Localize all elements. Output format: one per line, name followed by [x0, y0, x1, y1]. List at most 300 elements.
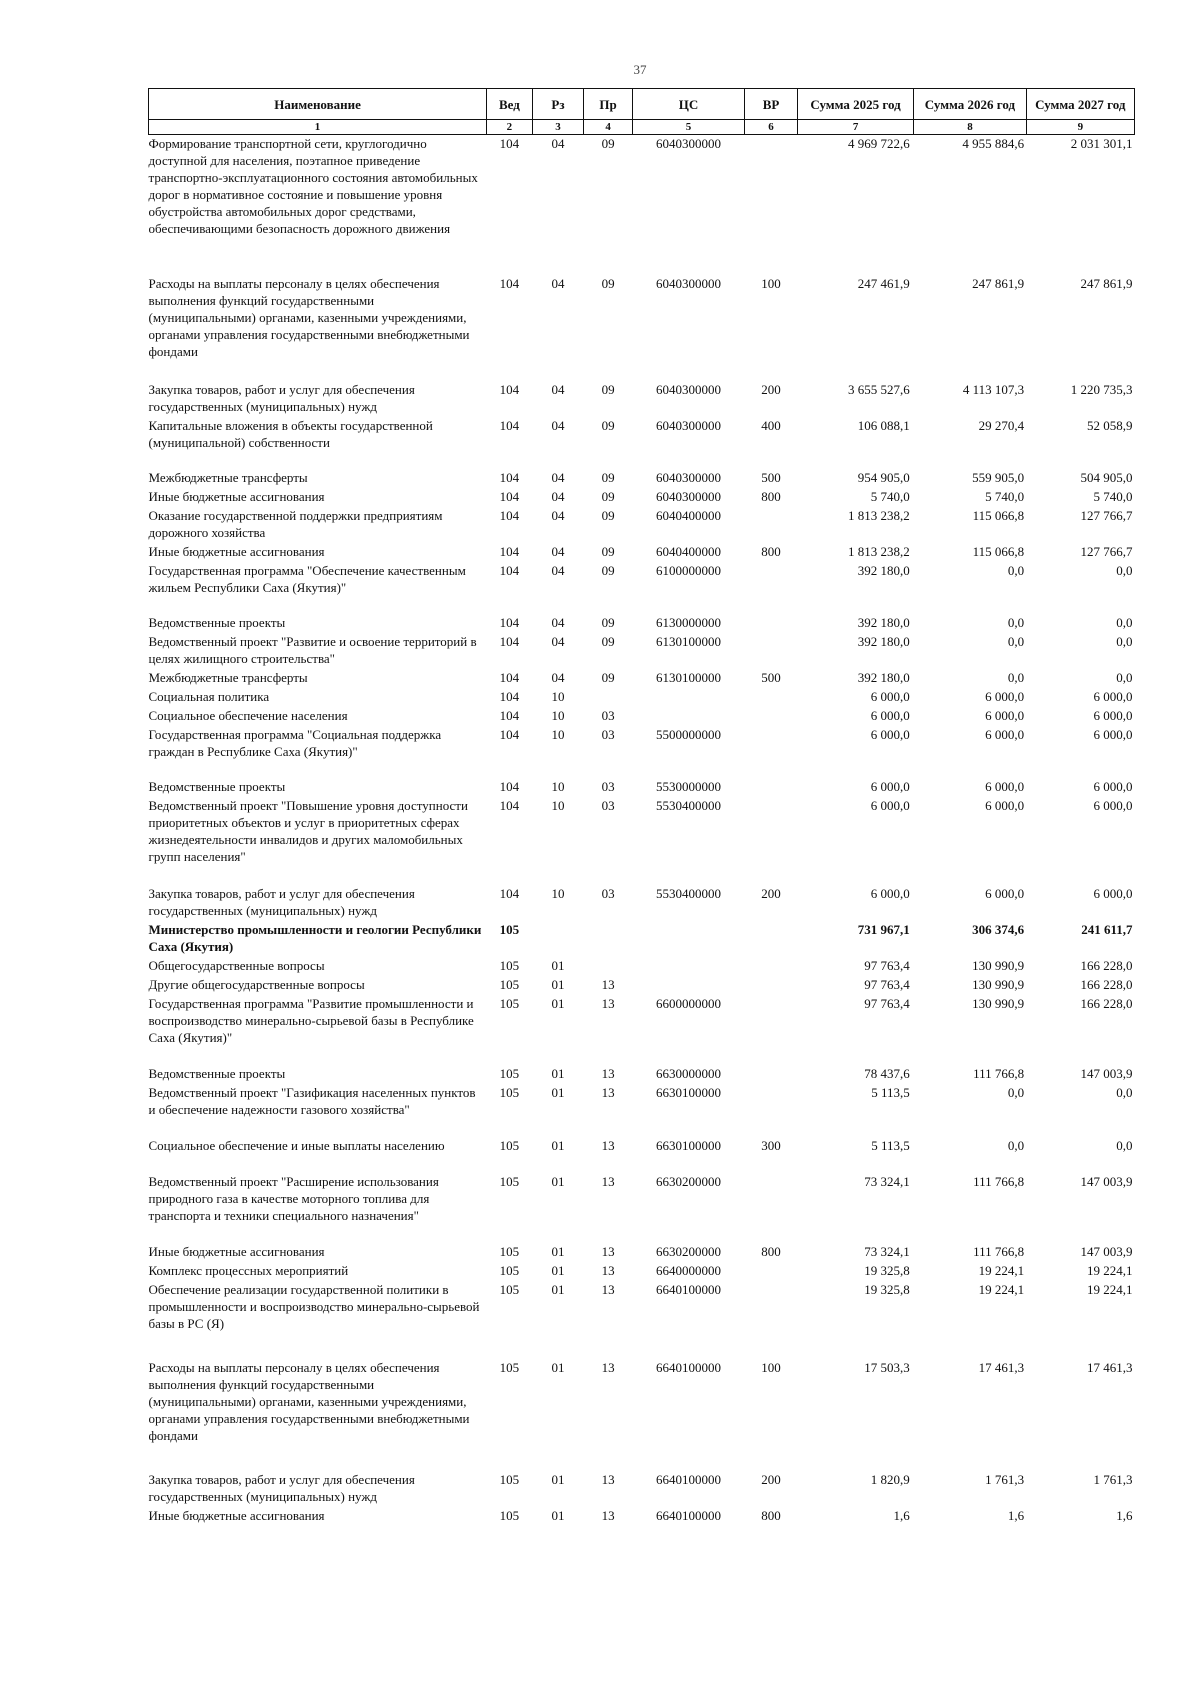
row-pr: 09 [601, 633, 615, 649]
row-sum-2025: 106 088,1 [857, 417, 910, 433]
table-row [149, 562, 1135, 614]
row-pr: 03 [601, 726, 615, 742]
row-vr: 500 [761, 669, 781, 685]
column-number: 2 [487, 120, 533, 135]
row-name: Ведомственный проект "Развитие и освоение территорий в целях жилищного строительства" [148, 633, 477, 666]
row-vr: 500 [761, 469, 781, 485]
row-vr [745, 1065, 798, 1084]
row-pr: 13 [601, 976, 615, 992]
row-pr: 09 [601, 275, 615, 291]
row-ved: 104 [499, 726, 520, 742]
row-ved: 105 [499, 957, 520, 973]
row-sum-2026: 6 000,0 [985, 726, 1025, 742]
row-rz: 04 [551, 417, 565, 433]
row-vr [745, 921, 798, 957]
row-rz: 01 [551, 1137, 565, 1153]
column-number: 9 [1026, 120, 1134, 135]
row-cs: 6040300000 [656, 275, 722, 291]
row-sum-2025: 73 324,1 [864, 1243, 910, 1259]
row-vr [745, 562, 798, 614]
row-rz: 10 [551, 707, 565, 723]
row-pr: 13 [601, 1471, 615, 1487]
row-sum-2026: 19 224,1 [978, 1281, 1025, 1297]
row-rz: 01 [551, 1507, 565, 1523]
row-name: Иные бюджетные ассигнования [148, 1243, 325, 1259]
row-vr: 200 [761, 381, 781, 397]
row-pr: 09 [601, 543, 615, 559]
row-name: Социальная политика [148, 688, 270, 704]
row-name: Министерство промышленности и геологии Республики Саха (Якутия) [148, 921, 482, 954]
row-name: Другие общегосударственные вопросы [148, 976, 365, 992]
row-sum-2025: 6 000,0 [870, 688, 910, 704]
row-cs: 6130100000 [656, 669, 722, 685]
row-sum-2025: 5 113,5 [871, 1084, 910, 1100]
row-sum-2027: 166 228,0 [1080, 957, 1133, 973]
row-cs: 5500000000 [656, 726, 722, 742]
row-sum-2026: 0,0 [1007, 633, 1025, 649]
row-sum-2025: 6 000,0 [870, 797, 910, 813]
table-row [149, 1243, 1135, 1262]
row-rz: 01 [551, 995, 565, 1011]
row-sum-2027: 0,0 [1116, 614, 1133, 630]
row-ved: 104 [499, 669, 520, 685]
table-row [149, 707, 1135, 726]
row-cs: 6640100000 [656, 1471, 722, 1487]
row-vr: 800 [761, 1507, 781, 1523]
row-ved: 104 [499, 562, 520, 578]
row-sum-2026: 130 990,9 [972, 957, 1025, 973]
row-vr: 200 [761, 1471, 781, 1487]
row-ved: 104 [499, 136, 520, 151]
header-sum-2025: Сумма 2025 год [797, 89, 913, 120]
row-pr: 09 [601, 614, 615, 630]
row-sum-2027: 0,0 [1116, 1137, 1133, 1153]
row-name: Социальное обеспечение населения [148, 707, 348, 723]
header-rz: Рз [532, 89, 584, 120]
row-rz: 04 [551, 469, 565, 485]
row-vr [745, 135, 798, 275]
row-vr [745, 976, 798, 995]
row-sum-2025: 1,6 [893, 1507, 910, 1523]
row-sum-2027: 0,0 [1116, 633, 1133, 649]
row-ved: 104 [499, 797, 520, 813]
row-ved: 104 [499, 778, 520, 794]
row-sum-2027: 17 461,3 [1087, 1359, 1133, 1375]
row-cs [632, 921, 744, 957]
row-rz: 01 [551, 1173, 565, 1189]
row-sum-2026: 1,6 [1007, 1507, 1025, 1523]
table-row [149, 543, 1135, 562]
row-rz: 01 [551, 1262, 565, 1278]
row-name: Межбюджетные трансферты [148, 669, 308, 685]
row-pr: 13 [601, 1262, 615, 1278]
row-vr [745, 797, 798, 885]
row-vr: 100 [761, 1359, 781, 1375]
row-sum-2026: 0,0 [1007, 562, 1025, 578]
row-cs [632, 707, 744, 726]
row-cs: 6630200000 [656, 1243, 722, 1259]
row-sum-2025: 3 655 527,6 [848, 381, 910, 397]
row-cs: 5530000000 [656, 778, 722, 794]
row-sum-2027: 1,6 [1116, 1507, 1133, 1523]
row-sum-2026: 4 955 884,6 [962, 136, 1025, 151]
row-sum-2025: 19 325,8 [864, 1262, 910, 1278]
row-name: Социальное обеспечение и иные выплаты населению [148, 1137, 445, 1153]
row-cs: 5530400000 [656, 885, 722, 901]
row-sum-2025: 6 000,0 [870, 707, 910, 723]
row-ved: 104 [499, 688, 520, 704]
row-vr: 400 [761, 417, 781, 433]
row-sum-2025: 1 813 238,2 [848, 543, 910, 559]
row-vr [745, 688, 798, 707]
row-rz: 01 [551, 1471, 565, 1487]
row-name: Ведомственные проекты [148, 778, 286, 794]
column-number-row [149, 120, 1135, 135]
table-row [149, 275, 1135, 381]
row-sum-2025: 247 461,9 [857, 275, 910, 291]
row-rz: 04 [551, 633, 565, 649]
row-ved: 105 [499, 921, 520, 937]
row-vr [745, 1173, 798, 1243]
row-rz: 04 [551, 562, 565, 578]
table-row [149, 507, 1135, 543]
row-sum-2025: 5 740,0 [870, 488, 910, 504]
row-name: Закупка товаров, работ и услуг для обеспечения государственных (муниципальных) нужд [148, 1471, 415, 1504]
row-sum-2027: 1 761,3 [1093, 1471, 1133, 1487]
row-name: Иные бюджетные ассигнования [148, 488, 325, 504]
column-number: 3 [532, 120, 584, 135]
row-sum-2026: 0,0 [1007, 669, 1025, 685]
column-number: 6 [745, 120, 798, 135]
row-rz: 04 [551, 275, 565, 291]
table-row [149, 669, 1135, 688]
row-rz: 10 [551, 797, 565, 813]
row-pr: 13 [601, 1281, 615, 1297]
table-row [149, 381, 1135, 417]
table-row [149, 633, 1135, 669]
row-sum-2027: 19 224,1 [1087, 1281, 1133, 1297]
row-pr: 13 [601, 1359, 615, 1375]
row-sum-2026: 6 000,0 [985, 885, 1025, 901]
table-row [149, 1173, 1135, 1243]
row-sum-2027: 6 000,0 [1093, 885, 1133, 901]
row-rz: 04 [551, 136, 565, 151]
row-pr: 09 [601, 507, 615, 523]
row-cs: 6640000000 [656, 1262, 722, 1278]
row-vr [745, 707, 798, 726]
row-vr [745, 957, 798, 976]
row-vr [745, 1281, 798, 1359]
row-rz: 04 [551, 507, 565, 523]
row-sum-2027: 241 611,7 [1081, 921, 1133, 937]
row-cs: 6640100000 [656, 1359, 722, 1375]
header-vr: ВР [745, 89, 798, 120]
column-number: 4 [584, 120, 633, 135]
row-name: Ведомственный проект "Повышение уровня доступности приоритетных объектов и услуг в приоритетных сферах жизнедеятельности инвалидов и других маломобильных групп населения" [148, 797, 468, 864]
row-cs: 6040400000 [656, 543, 722, 559]
table-row [149, 614, 1135, 633]
row-sum-2027: 147 003,9 [1080, 1243, 1133, 1259]
row-vr [745, 614, 798, 633]
row-sum-2025: 392 180,0 [857, 562, 910, 578]
row-vr [745, 995, 798, 1065]
row-rz: 01 [551, 976, 565, 992]
row-vr: 200 [761, 885, 781, 901]
row-pr [584, 957, 633, 976]
row-pr: 03 [601, 885, 615, 901]
row-cs [632, 976, 744, 995]
row-sum-2027: 6 000,0 [1093, 726, 1133, 742]
row-name: Межбюджетные трансферты [148, 469, 308, 485]
table-row [149, 417, 1135, 469]
row-ved: 104 [499, 275, 520, 291]
row-rz: 04 [551, 543, 565, 559]
row-ved: 105 [499, 1137, 520, 1153]
row-sum-2027: 0,0 [1116, 562, 1133, 578]
row-pr: 09 [601, 469, 615, 485]
row-rz: 01 [551, 1243, 565, 1259]
row-name: Оказание государственной поддержки предприятиям дорожного хозяйства [148, 507, 443, 540]
row-ved: 104 [499, 633, 520, 649]
table-row [149, 1507, 1135, 1526]
row-sum-2027: 0,0 [1116, 669, 1133, 685]
row-sum-2025: 17 503,3 [864, 1359, 910, 1375]
budget-table [148, 88, 1135, 1526]
row-pr: 09 [601, 669, 615, 685]
row-sum-2027: 2 031 301,1 [1070, 136, 1133, 151]
table-row [149, 976, 1135, 995]
row-sum-2026: 6 000,0 [985, 688, 1025, 704]
row-pr: 13 [601, 1507, 615, 1523]
row-cs: 6630100000 [656, 1137, 722, 1153]
row-ved: 104 [499, 543, 520, 559]
row-name: Обеспечение реализации государственной политики в промышленности и воспроизводство минерально-сырьевой базы в РС (Я) [148, 1281, 480, 1331]
row-ved: 104 [499, 707, 520, 723]
row-sum-2026: 559 905,0 [972, 469, 1025, 485]
row-ved: 105 [499, 995, 520, 1011]
table-row [149, 488, 1135, 507]
row-sum-2025: 731 967,1 [857, 921, 910, 937]
row-sum-2027: 5 740,0 [1093, 488, 1133, 504]
table-row [149, 1262, 1135, 1281]
row-sum-2027: 147 003,9 [1080, 1173, 1133, 1189]
table-body [149, 135, 1135, 1526]
row-cs: 6040300000 [656, 417, 722, 433]
row-cs: 6040300000 [656, 488, 722, 504]
row-sum-2027: 6 000,0 [1093, 688, 1133, 704]
row-name: Ведомственный проект "Расширение использования природного газа в качестве моторного топлива для транспорта и техники специального назначения" [148, 1173, 439, 1223]
row-rz: 04 [551, 488, 565, 504]
row-sum-2025: 392 180,0 [857, 614, 910, 630]
row-cs: 5530400000 [656, 797, 722, 813]
row-sum-2026: 6 000,0 [985, 797, 1025, 813]
row-sum-2026: 0,0 [1007, 614, 1025, 630]
page-number: 37 [633, 62, 647, 77]
table-row [149, 1084, 1135, 1137]
row-rz: 04 [551, 381, 565, 397]
row-ved: 104 [499, 507, 520, 523]
row-vr: 300 [761, 1137, 781, 1153]
row-pr: 09 [601, 381, 615, 397]
row-rz: 01 [551, 1084, 565, 1100]
row-sum-2027: 127 766,7 [1080, 507, 1133, 523]
row-sum-2025: 1 820,9 [870, 1471, 910, 1487]
row-vr [745, 1262, 798, 1281]
row-name: Ведомственный проект "Газификация населенных пунктов и обеспечение надежности газового хозяйства" [148, 1084, 476, 1117]
row-sum-2026: 6 000,0 [985, 707, 1025, 723]
row-cs [632, 688, 744, 707]
row-sum-2027: 504 905,0 [1080, 469, 1133, 485]
row-ved: 104 [499, 381, 520, 397]
row-pr: 13 [601, 1065, 615, 1081]
header-ved: Вед [487, 89, 533, 120]
row-name: Ведомственные проекты [148, 1065, 286, 1081]
row-sum-2026: 1 761,3 [985, 1471, 1025, 1487]
row-name: Общегосударственные вопросы [148, 957, 325, 973]
row-rz: 04 [551, 669, 565, 685]
row-ved: 105 [499, 1243, 520, 1259]
row-rz: 10 [551, 726, 565, 742]
row-pr: 13 [601, 1243, 615, 1259]
row-sum-2025: 6 000,0 [870, 885, 910, 901]
table-row [149, 1359, 1135, 1471]
row-ved: 105 [499, 1173, 520, 1189]
row-name: Формирование транспортной сети, круглогодично доступной для населения, поэтапное приведение транспортно-эксплуатационного состояния автомобильных дорог в нормативное состояние и повышение уровня обустройства автомобильных дорог средствами, обеспечивающими безопасность дорожного движения [148, 136, 478, 236]
row-ved: 104 [499, 488, 520, 504]
row-ved: 104 [499, 614, 520, 630]
row-name: Расходы на выплаты персоналу в целях обеспечения выполнения функций государственными (муниципальными) органами, казенными учреждениями, органами управления государственными внебюджетными фондами [148, 1359, 470, 1443]
row-sum-2027: 19 224,1 [1087, 1262, 1133, 1278]
row-sum-2026: 247 861,9 [972, 275, 1025, 291]
row-name: Комплекс процессных мероприятий [148, 1262, 349, 1278]
row-sum-2027: 166 228,0 [1080, 995, 1133, 1011]
row-sum-2025: 5 113,5 [871, 1137, 910, 1153]
row-cs: 6130100000 [656, 633, 722, 649]
row-cs: 6040300000 [656, 381, 722, 397]
row-pr: 09 [601, 488, 615, 504]
row-sum-2025: 392 180,0 [857, 633, 910, 649]
row-sum-2027: 6 000,0 [1093, 707, 1133, 723]
row-sum-2026: 111 766,8 [973, 1173, 1025, 1189]
row-name: Закупка товаров, работ и услуг для обеспечения государственных (муниципальных) нужд [148, 381, 415, 414]
row-sum-2026: 19 224,1 [978, 1262, 1025, 1278]
table-row [149, 921, 1135, 957]
row-name: Государственная программа "Развитие промышленности и воспроизводство минерально-сырьевой базы в Республике Саха (Якутия)" [148, 995, 474, 1045]
row-ved: 104 [499, 885, 520, 901]
row-pr: 13 [601, 1084, 615, 1100]
row-sum-2027: 52 058,9 [1087, 417, 1133, 433]
header-sum-2026: Сумма 2026 год [914, 89, 1026, 120]
row-rz [532, 921, 584, 957]
row-sum-2025: 392 180,0 [857, 669, 910, 685]
row-pr: 13 [601, 1173, 615, 1189]
row-vr: 800 [761, 488, 781, 504]
row-sum-2025: 1 813 238,2 [848, 507, 910, 523]
row-sum-2025: 97 763,4 [864, 976, 910, 992]
row-ved: 104 [499, 469, 520, 485]
table-row [149, 1281, 1135, 1359]
row-sum-2027: 6 000,0 [1093, 797, 1133, 813]
row-sum-2025: 19 325,8 [864, 1281, 910, 1297]
row-sum-2027: 147 003,9 [1080, 1065, 1133, 1081]
row-sum-2026: 111 766,8 [973, 1243, 1025, 1259]
row-pr: 03 [601, 778, 615, 794]
row-cs: 6040400000 [656, 507, 722, 523]
row-sum-2026: 130 990,9 [972, 995, 1025, 1011]
row-rz: 04 [551, 614, 565, 630]
row-sum-2025: 6 000,0 [870, 726, 910, 742]
row-name: Иные бюджетные ассигнования [148, 543, 325, 559]
row-sum-2025: 4 969 722,6 [848, 136, 910, 151]
row-vr [745, 1084, 798, 1137]
row-name: Ведомственные проекты [148, 614, 286, 630]
row-cs: 6040300000 [656, 469, 722, 485]
row-ved: 105 [499, 1262, 520, 1278]
row-pr: 09 [601, 562, 615, 578]
row-vr: 800 [761, 543, 781, 559]
row-sum-2026: 115 066,8 [972, 543, 1025, 559]
row-rz: 10 [551, 885, 565, 901]
row-name: Иные бюджетные ассигнования [148, 1507, 325, 1523]
row-vr [745, 507, 798, 543]
row-cs [632, 957, 744, 976]
row-pr [584, 921, 633, 957]
row-sum-2026: 306 374,6 [972, 921, 1025, 937]
row-sum-2027: 247 861,9 [1080, 275, 1133, 291]
table-row [149, 778, 1135, 797]
row-cs: 6640100000 [656, 1281, 722, 1297]
row-cs: 6630200000 [656, 1173, 722, 1189]
row-vr [745, 778, 798, 797]
header-cs: ЦС [632, 89, 744, 120]
row-sum-2026: 5 740,0 [985, 488, 1025, 504]
row-sum-2025: 78 437,6 [864, 1065, 910, 1081]
row-vr [745, 726, 798, 778]
row-vr [745, 633, 798, 669]
row-vr: 800 [761, 1243, 781, 1259]
column-number: 8 [914, 120, 1026, 135]
row-pr [584, 688, 633, 707]
row-sum-2025: 97 763,4 [864, 995, 910, 1011]
row-sum-2027: 0,0 [1116, 1084, 1133, 1100]
row-sum-2026: 130 990,9 [972, 976, 1025, 992]
row-cs: 6130000000 [656, 614, 722, 630]
row-sum-2026: 29 270,4 [978, 417, 1025, 433]
header-sum-2027: Сумма 2027 год [1026, 89, 1134, 120]
table-row [149, 797, 1135, 885]
row-ved: 105 [499, 1281, 520, 1297]
row-cs: 6100000000 [656, 562, 722, 578]
row-pr: 09 [601, 417, 615, 433]
row-sum-2026: 111 766,8 [973, 1065, 1025, 1081]
row-rz: 01 [551, 1065, 565, 1081]
row-sum-2026: 115 066,8 [972, 507, 1025, 523]
row-ved: 105 [499, 1084, 520, 1100]
table-row [149, 688, 1135, 707]
row-ved: 105 [499, 1065, 520, 1081]
row-sum-2026: 0,0 [1007, 1137, 1025, 1153]
row-ved: 105 [499, 1507, 520, 1523]
row-cs: 6630000000 [656, 1065, 722, 1081]
row-rz: 01 [551, 1281, 565, 1297]
row-sum-2025: 954 905,0 [857, 469, 910, 485]
column-number: 5 [632, 120, 744, 135]
row-name: Закупка товаров, работ и услуг для обеспечения государственных (муниципальных) нужд [148, 885, 415, 918]
row-name: Государственная программа "Обеспечение качественным жильем Республики Саха (Якутия)" [148, 562, 466, 595]
row-sum-2027: 1 220 735,3 [1070, 381, 1133, 397]
row-name: Капитальные вложения в объекты государственной (муниципальной) собственности [148, 417, 433, 450]
row-sum-2027: 127 766,7 [1080, 543, 1133, 559]
